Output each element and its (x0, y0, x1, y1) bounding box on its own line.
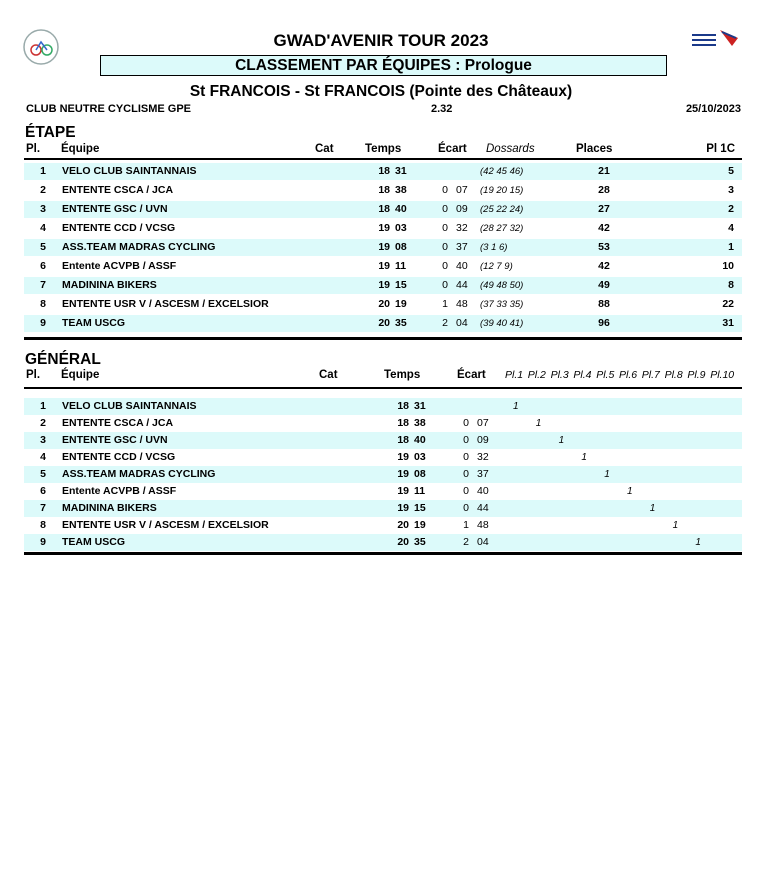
general-col-equipe: Équipe (61, 369, 100, 381)
time-seconds-cell: 15 (414, 502, 426, 514)
time-minutes-cell: 20 (378, 298, 390, 310)
rank-cell: 5 (40, 468, 46, 480)
bib-numbers-cell: (42 45 46) (480, 166, 524, 177)
team-name-cell: ENTENTE GSC / UVN (62, 203, 168, 215)
team-name-cell: MADININA BIKERS (62, 279, 157, 291)
rank-cell: 9 (40, 536, 46, 548)
gap-seconds-cell: 09 (477, 434, 489, 446)
gap-seconds-cell: 40 (477, 485, 489, 497)
gap-seconds-cell: 40 (456, 260, 468, 272)
first-place-count-cell: 2 (728, 203, 734, 215)
time-minutes-cell: 19 (378, 279, 390, 291)
etape-col-pl1c: Pl 1C (706, 143, 735, 155)
rank-cell: 6 (40, 260, 46, 272)
team-name-cell: ENTENTE USR V / ASCESM / EXCELSIOR (62, 298, 269, 310)
bib-numbers-cell: (19 20 15) (480, 185, 524, 196)
first-place-count-cell: 3 (728, 184, 734, 196)
general-place-header: Pl.3 (550, 369, 569, 381)
time-minutes-cell: 18 (378, 165, 390, 177)
time-minutes-cell: 18 (378, 203, 390, 215)
places-cell: 88 (598, 298, 610, 310)
etape-col-temps: Temps (365, 143, 402, 155)
time-minutes-cell: 19 (378, 241, 390, 253)
time-seconds-cell: 03 (414, 451, 426, 463)
page-title: GWAD'AVENIR TOUR 2023 (273, 31, 489, 50)
team-name-cell: MADININA BIKERS (62, 502, 157, 514)
etape-table-row (24, 220, 742, 237)
general-place-header: Pl.8 (664, 369, 683, 381)
rank-cell: 2 (40, 184, 46, 196)
rank-cell: 8 (40, 298, 46, 310)
first-place-count-cell: 22 (722, 298, 734, 310)
time-minutes-cell: 19 (397, 485, 409, 497)
places-cell: 27 (598, 203, 610, 215)
gap-minutes-cell: 0 (463, 468, 469, 480)
gap-minutes-cell: 0 (463, 434, 469, 446)
time-minutes-cell: 19 (397, 502, 409, 514)
general-table-row (24, 449, 742, 466)
team-name-cell: VELO CLUB SAINTANNAIS (62, 165, 197, 177)
stage-distance: 2.32 (431, 103, 453, 115)
gap-minutes-cell: 1 (463, 519, 469, 531)
places-cell: 42 (598, 222, 610, 234)
general-section-title: GÉNÉRAL (25, 351, 101, 368)
general-place-header: Pl.2 (527, 369, 546, 381)
general-table-row (24, 500, 742, 517)
general-col-pl: Pl. (26, 369, 41, 381)
time-minutes-cell: 20 (397, 536, 409, 548)
time-seconds-cell: 38 (414, 417, 426, 429)
place-count-cell: 1 (535, 418, 542, 429)
place-count-cell: 1 (558, 435, 565, 446)
gap-minutes-cell: 0 (442, 203, 448, 215)
classification-subtitle: CLASSEMENT PAR ÉQUIPES : Prologue (100, 55, 667, 76)
general-col-ecart: Écart (457, 369, 486, 381)
bib-numbers-cell: (49 48 50) (480, 280, 524, 291)
places-cell: 49 (598, 279, 610, 291)
gap-seconds-cell: 07 (477, 417, 489, 429)
gap-minutes-cell: 1 (442, 298, 448, 310)
time-seconds-cell: 38 (395, 184, 407, 196)
general-bottom-divider (24, 552, 742, 555)
gap-seconds-cell: 48 (477, 519, 489, 531)
rank-cell: 4 (40, 222, 46, 234)
etape-table-row (24, 163, 742, 180)
etape-table-row (24, 258, 742, 275)
general-place-header: Pl.5 (596, 369, 615, 381)
time-minutes-cell: 19 (378, 222, 390, 234)
place-count-cell: 1 (581, 452, 587, 463)
bib-numbers-cell: (37 33 35) (480, 299, 524, 310)
general-col-cat: Cat (319, 369, 338, 381)
gap-seconds-cell: 04 (477, 536, 489, 548)
etape-table-row (24, 239, 742, 256)
gap-minutes-cell: 2 (463, 536, 469, 548)
etape-table-row (24, 277, 742, 294)
rank-cell: 5 (40, 241, 46, 253)
rank-cell: 3 (40, 203, 46, 215)
time-minutes-cell: 19 (397, 451, 409, 463)
gap-seconds-cell: 48 (456, 298, 468, 310)
gap-minutes-cell: 0 (442, 241, 448, 253)
general-place-header: Pl.4 (573, 369, 592, 381)
places-cell: 96 (598, 317, 610, 329)
time-seconds-cell: 31 (395, 165, 407, 177)
first-place-count-cell: 10 (722, 260, 734, 272)
gap-minutes-cell: 0 (463, 502, 469, 514)
etape-header-divider (24, 158, 742, 160)
rank-cell: 4 (40, 451, 46, 463)
general-table-row (24, 432, 742, 449)
places-cell: 28 (598, 184, 610, 196)
rank-cell: 1 (40, 400, 46, 412)
time-minutes-cell: 18 (397, 400, 409, 412)
time-seconds-cell: 11 (414, 485, 426, 497)
team-name-cell: ENTENTE CCD / VCSG (62, 222, 176, 234)
first-place-count-cell: 5 (728, 165, 734, 177)
gap-seconds-cell: 44 (456, 279, 468, 291)
team-name-cell: Entente ACVPB / ASSF (62, 260, 177, 272)
place-count-cell: 1 (513, 401, 519, 412)
team-name-cell: VELO CLUB SAINTANNAIS (62, 400, 197, 412)
bib-numbers-cell: (28 27 32) (480, 223, 524, 234)
place-count-cell: 1 (695, 537, 701, 548)
gap-minutes-cell: 0 (442, 184, 448, 196)
bib-numbers-cell: (3 1 6) (480, 242, 508, 253)
gap-seconds-cell: 32 (477, 451, 489, 463)
time-seconds-cell: 03 (395, 222, 407, 234)
general-table-row (24, 466, 742, 483)
team-name-cell: Entente ACVPB / ASSF (62, 485, 177, 497)
general-col-temps: Temps (384, 369, 421, 381)
gap-seconds-cell: 04 (456, 317, 468, 329)
team-name-cell: ENTENTE USR V / ASCESM / EXCELSIOR (62, 519, 269, 531)
first-place-count-cell: 31 (722, 317, 734, 329)
gap-seconds-cell: 09 (456, 203, 468, 215)
bib-numbers-cell: (12 7 9) (480, 261, 513, 272)
time-minutes-cell: 20 (397, 519, 409, 531)
place-count-cell: 1 (649, 503, 656, 514)
general-place-header: Pl.7 (641, 369, 660, 381)
general-table-row (24, 483, 742, 500)
time-minutes-cell: 18 (378, 184, 390, 196)
general-table-row (24, 415, 742, 432)
etape-col-ecart: Écart (438, 143, 467, 155)
time-seconds-cell: 19 (395, 298, 407, 310)
etape-col-pl: Pl. (26, 143, 41, 155)
time-seconds-cell: 35 (395, 317, 407, 329)
team-name-cell: ENTENTE CCD / VCSG (62, 451, 176, 463)
place-count-cell: 1 (627, 486, 633, 497)
rank-cell: 2 (40, 417, 46, 429)
places-cell: 21 (598, 165, 610, 177)
rank-cell: 9 (40, 317, 46, 329)
rank-cell: 8 (40, 519, 46, 531)
stage-route: St FRANCOIS - St FRANCOIS (Pointe des Châteaux) (189, 83, 573, 100)
general-place-header: Pl.9 (687, 369, 706, 381)
etape-col-places: Places (576, 143, 613, 155)
general-header-divider (24, 387, 742, 389)
first-place-count-cell: 8 (728, 279, 734, 291)
gap-minutes-cell: 0 (442, 222, 448, 234)
etape-col-equipe: Équipe (61, 143, 100, 155)
gap-seconds-cell: 37 (477, 468, 489, 480)
gap-seconds-cell: 32 (456, 222, 468, 234)
general-place-header: Pl.10 (710, 369, 735, 381)
rank-cell: 1 (40, 165, 46, 177)
time-seconds-cell: 08 (414, 468, 426, 480)
team-name-cell: TEAM USCG (62, 317, 125, 329)
race-date: 25/10/2023 (685, 103, 741, 115)
first-place-count-cell: 4 (728, 222, 734, 234)
team-name-cell: ASS.TEAM MADRAS CYCLING (62, 468, 216, 480)
bib-numbers-cell: (39 40 41) (480, 318, 524, 329)
rank-cell: 7 (40, 279, 46, 291)
time-seconds-cell: 15 (395, 279, 407, 291)
general-table-row (24, 534, 742, 551)
general-table-row (24, 398, 742, 415)
etape-table-row (24, 182, 742, 199)
gap-minutes-cell: 0 (463, 417, 469, 429)
gap-minutes-cell: 0 (463, 451, 469, 463)
general-table-row (24, 517, 742, 534)
gap-minutes-cell: 2 (442, 317, 448, 329)
time-seconds-cell: 40 (414, 434, 426, 446)
general-place-header: Pl.1 (505, 369, 524, 381)
etape-col-cat: Cat (315, 143, 334, 155)
team-name-cell: ENTENTE GSC / UVN (62, 434, 168, 446)
team-name-cell: ASS.TEAM MADRAS CYCLING (62, 241, 216, 253)
place-count-cell: 1 (604, 469, 610, 480)
time-seconds-cell: 08 (395, 241, 407, 253)
gap-seconds-cell: 07 (456, 184, 468, 196)
time-minutes-cell: 18 (397, 417, 409, 429)
time-minutes-cell: 20 (378, 317, 390, 329)
rank-cell: 6 (40, 485, 46, 497)
places-cell: 42 (598, 260, 610, 272)
etape-table-row (24, 201, 742, 218)
general-place-header: Pl.6 (619, 369, 638, 381)
etape-table-row (24, 296, 742, 313)
time-seconds-cell: 11 (395, 260, 407, 272)
gap-minutes-cell: 0 (442, 260, 448, 272)
first-place-count-cell: 1 (728, 241, 734, 253)
etape-section-title: ÉTAPE (25, 124, 76, 141)
etape-col-dossards: Dossards (486, 143, 535, 155)
places-cell: 53 (598, 241, 610, 253)
gap-seconds-cell: 37 (456, 241, 468, 253)
time-minutes-cell: 18 (397, 434, 409, 446)
etape-table-row (24, 315, 742, 332)
time-seconds-cell: 19 (414, 519, 426, 531)
rank-cell: 7 (40, 502, 46, 514)
time-seconds-cell: 35 (414, 536, 426, 548)
team-name-cell: ENTENTE CSCA / JCA (62, 417, 174, 429)
place-count-cell: 1 (672, 520, 679, 531)
team-name-cell: ENTENTE CSCA / JCA (62, 184, 174, 196)
organizer-club: CLUB NEUTRE CYCLISME GPE (26, 103, 192, 115)
time-minutes-cell: 19 (397, 468, 409, 480)
time-minutes-cell: 19 (378, 260, 390, 272)
etape-bottom-divider (24, 337, 742, 340)
bib-numbers-cell: (25 22 24) (480, 204, 524, 215)
gap-minutes-cell: 0 (463, 485, 469, 497)
gap-minutes-cell: 0 (442, 279, 448, 291)
rank-cell: 3 (40, 434, 46, 446)
team-name-cell: TEAM USCG (62, 536, 125, 548)
gap-seconds-cell: 44 (477, 502, 489, 514)
time-seconds-cell: 40 (395, 203, 407, 215)
time-seconds-cell: 31 (414, 400, 426, 412)
